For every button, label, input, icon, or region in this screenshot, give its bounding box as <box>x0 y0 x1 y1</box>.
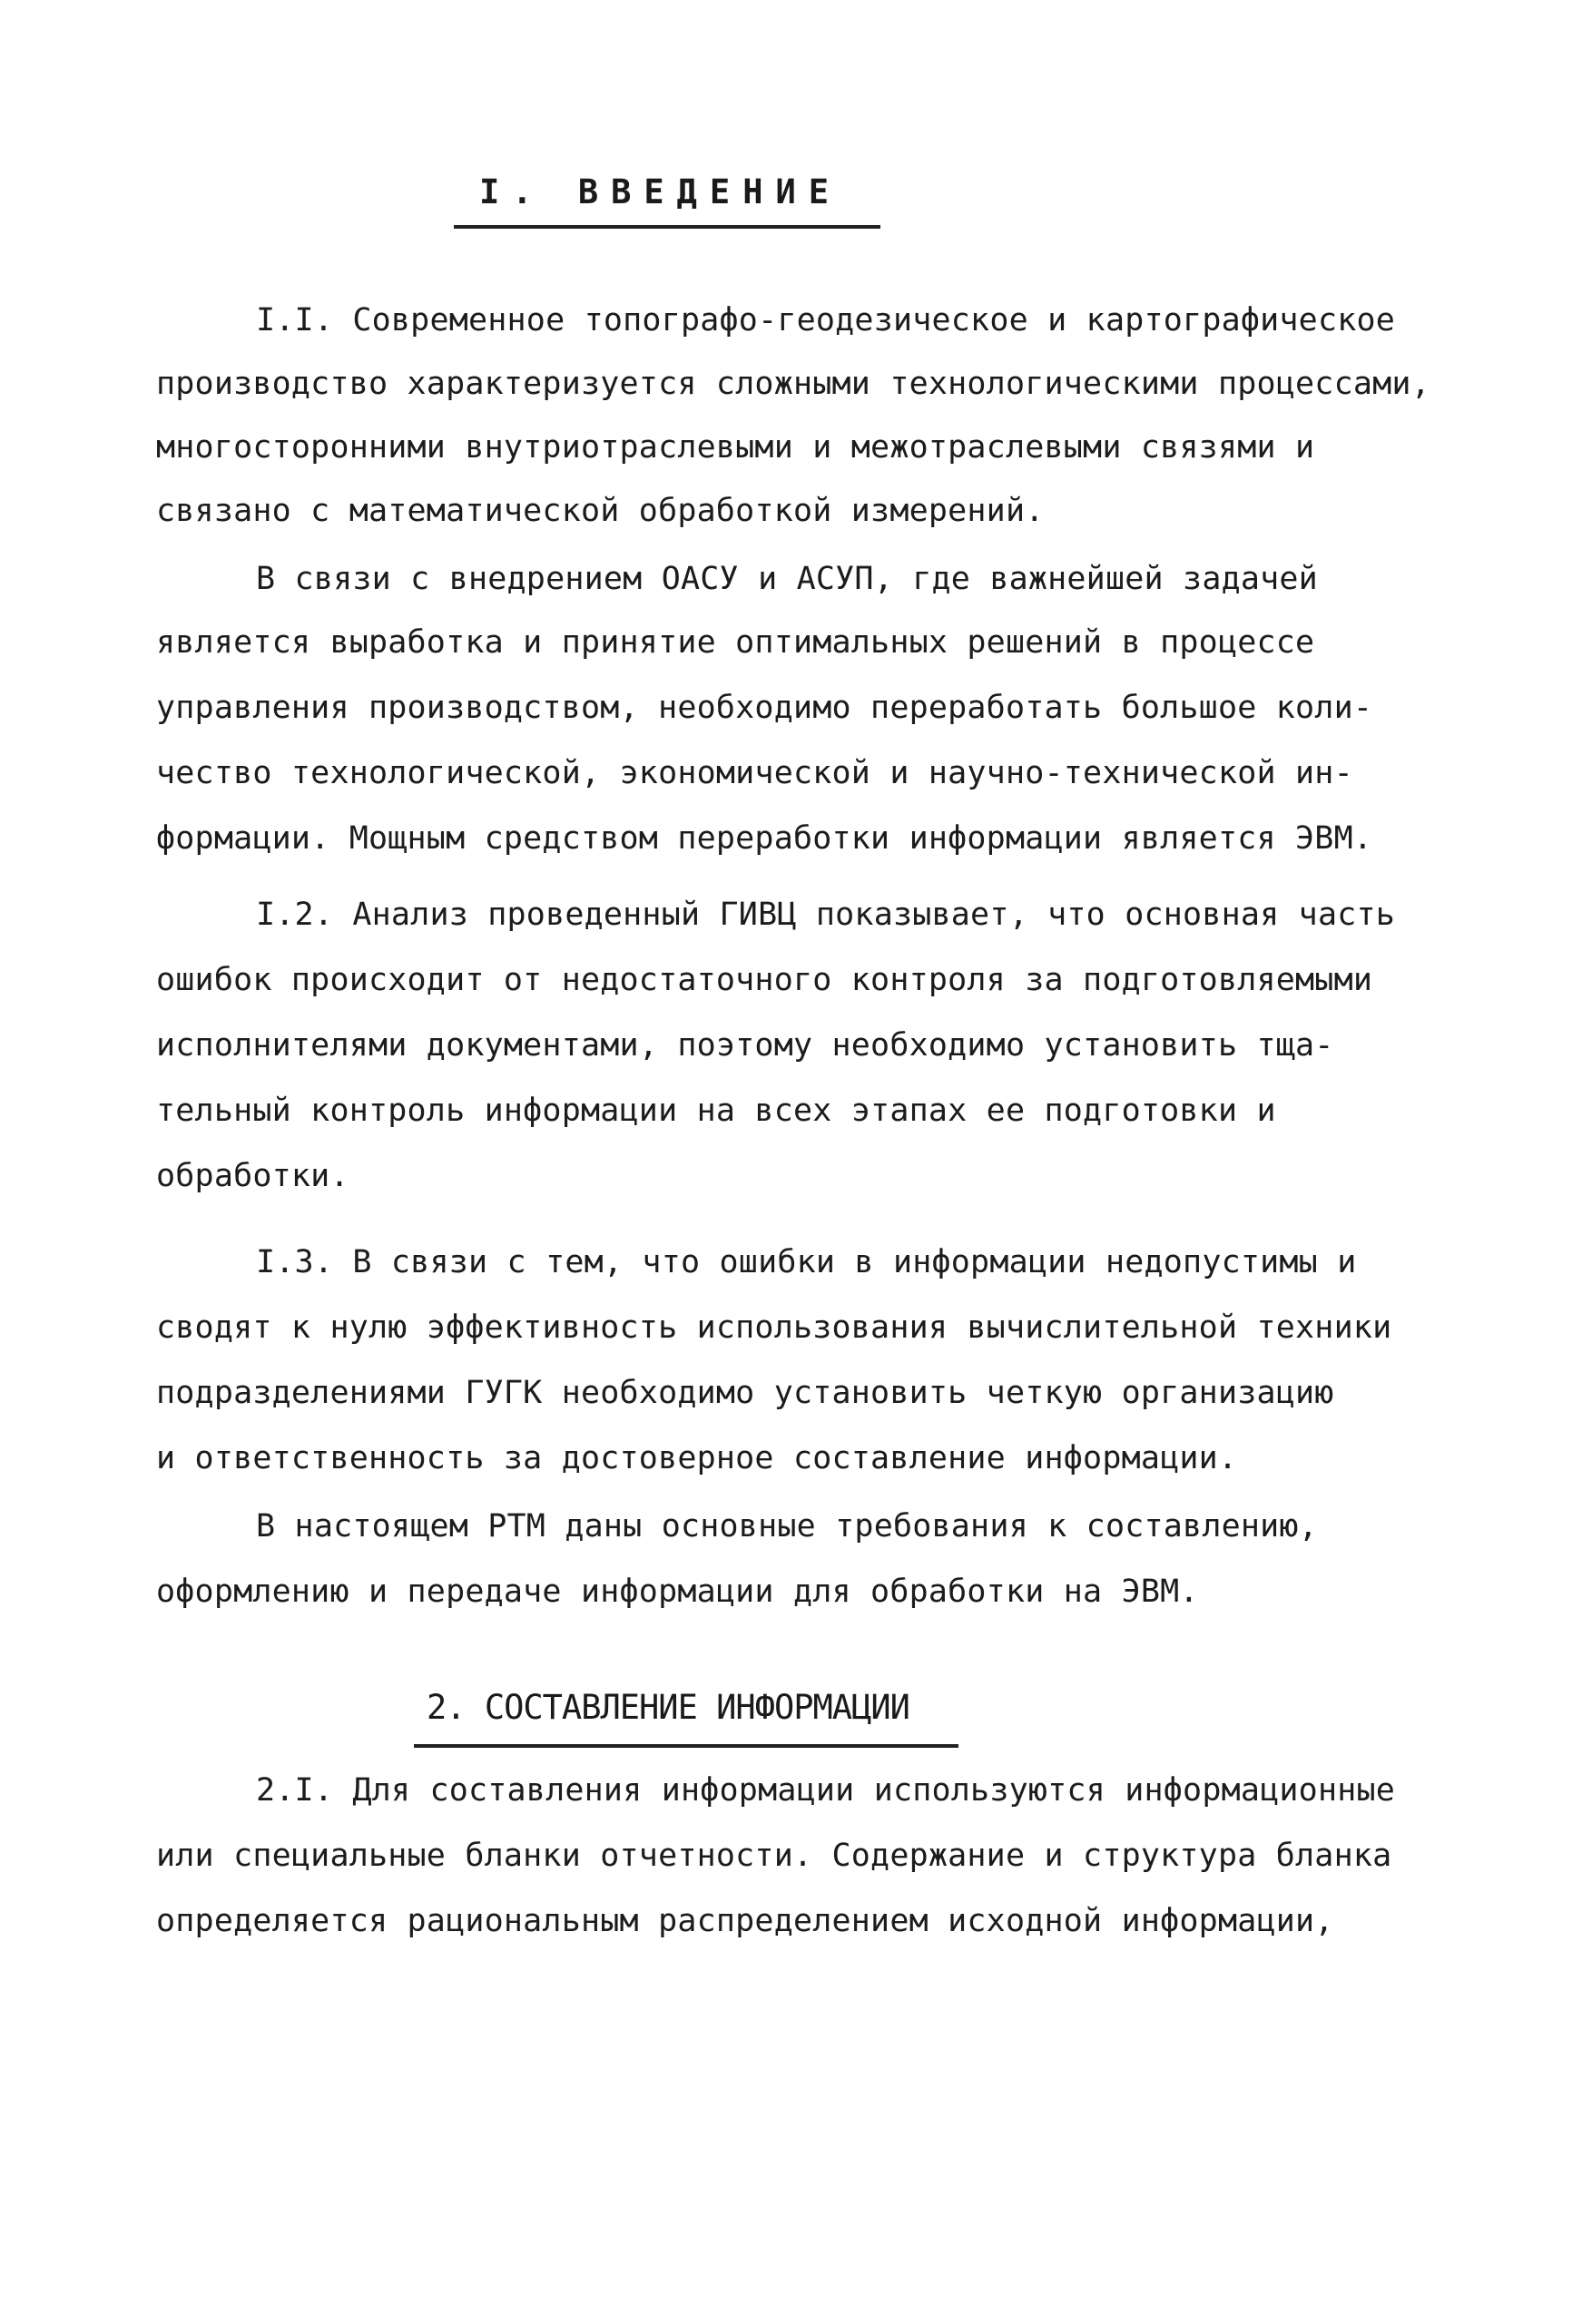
paragraph-rtm-line: оформлению и передаче информации для обработки на ЭВМ. <box>156 1574 1199 1610</box>
paragraph-1-1-line: связано с математической обработкой измерений. <box>156 493 1045 529</box>
paragraph-asu-line: формации. Мощным средством переработки информации является ЭВМ. <box>156 820 1373 857</box>
paragraph-1-2-line: исполнителями документами, поэтому необходимо установить тща- <box>156 1027 1334 1064</box>
paragraph-1-2-line: обработки. <box>156 1158 349 1194</box>
paragraph-1-3-line: и ответственность за достоверное составление информации. <box>156 1440 1238 1476</box>
paragraph-asu-line: чество технологической, экономической и научно-технической ин- <box>156 755 1353 791</box>
paragraph-1-2-line: ошибок происходит от недостаточного контроля за подготовляемыми <box>156 962 1373 998</box>
paragraph-1-1-line: I.I. Современное топографо-геодезическое и картографическое <box>256 302 1396 338</box>
paragraph-1-3-line: сводят к нулю эффективность использования вычислительной техники <box>156 1309 1392 1346</box>
paragraph-1-3-line: подразделениями ГУГК необходимо установить четкую организацию <box>156 1375 1334 1411</box>
section-1-heading-underline <box>454 225 880 229</box>
paragraph-2-1-line: или специальные бланки отчетности. Содержание и структура бланка <box>156 1838 1392 1874</box>
section-1-heading: I. ВВЕДЕНИЕ <box>479 172 842 211</box>
paragraph-1-3-line: I.3. В связи с тем, что ошибки в информации недопустимы и <box>256 1244 1357 1280</box>
paragraph-1-2-line: тельный контроль информации на всех этапах ее подготовки и <box>156 1093 1276 1129</box>
paragraph-1-1-line: производство характеризуется сложными технологическими процессами, <box>156 366 1430 402</box>
paragraph-rtm-line: В настоящем РТМ даны основные требования к составлению, <box>256 1508 1318 1544</box>
paragraph-1-1-line: многосторонними внутриотраслевыми и межотраслевыми связями и <box>156 429 1315 466</box>
paragraph-2-1-line: определяется рациональным распределением исходной информации, <box>156 1903 1334 1939</box>
paragraph-2-1-line: 2.I. Для составления информации используются информационные <box>256 1772 1396 1809</box>
section-2-heading-underline <box>414 1744 958 1748</box>
paragraph-1-2-line: I.2. Анализ проведенный ГИВЦ показывает, что основная часть <box>256 897 1396 933</box>
paragraph-asu-line: управления производством, необходимо переработать большое коли- <box>156 690 1373 726</box>
paragraph-asu-line: В связи с внедрением ОАСУ и АСУП, где важнейшей задачей <box>256 561 1318 597</box>
section-2-heading: 2. СОСТАВЛЕНИЕ ИНФОРМАЦИИ <box>427 1688 909 1727</box>
paragraph-asu-line: является выработка и принятие оптимальных решений в процессе <box>156 624 1315 661</box>
